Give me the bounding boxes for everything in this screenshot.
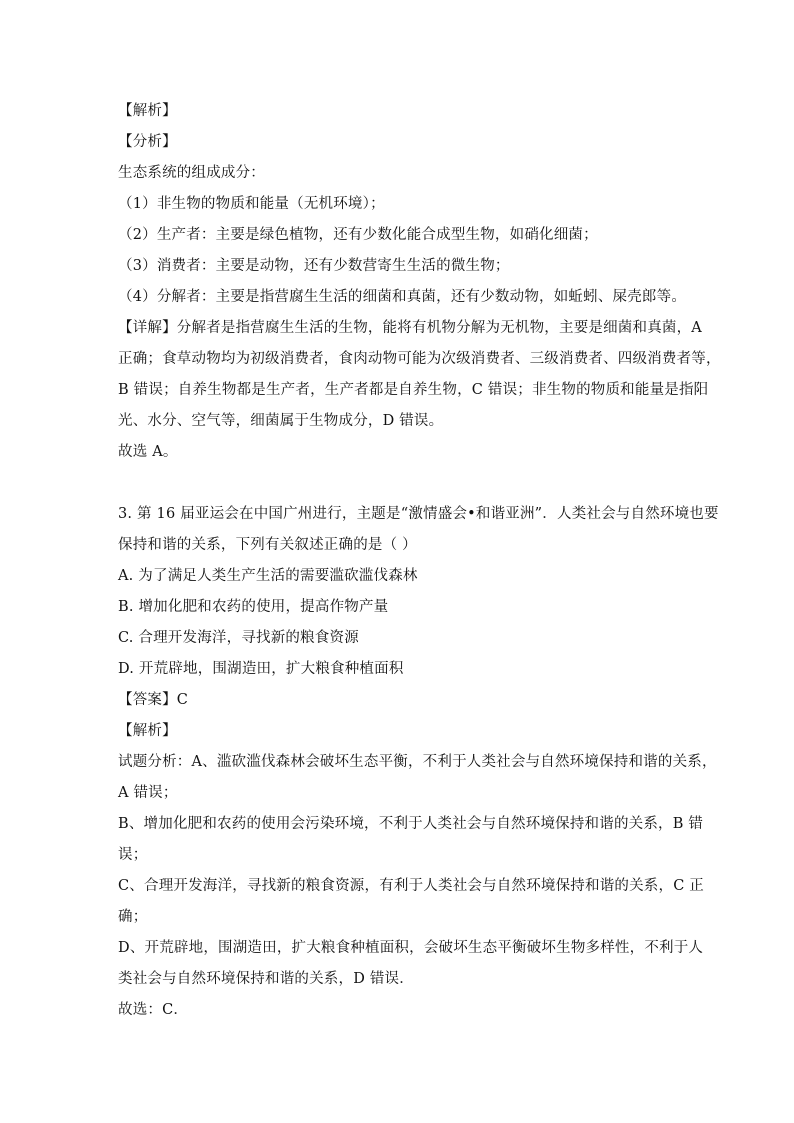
component-item: （4）分解者：主要是指营腐生生活的细菌和真菌，还有少数动物，如蚯蚓、屎壳郎等。 bbox=[118, 289, 687, 305]
analysis-line: B、增加化肥和农药的使用会污染环境，不利于人类社会与自然环境保持和谐的关系，B 错 bbox=[118, 816, 704, 832]
section-gap bbox=[118, 468, 678, 499]
analysis-line: 确； bbox=[118, 909, 148, 925]
answer-line: 【答案】C bbox=[118, 692, 189, 708]
detail-line: 光、水分、空气等，细菌属于生物成分，D 错误。 bbox=[118, 413, 444, 429]
analysis-line: 类社会与自然环境保持和谐的关系，D 错误． bbox=[118, 971, 414, 987]
analysis-line: C、合理开发海洋，寻找新的粮食资源，有利于人类社会与自然环境保持和谐的关系，C 正 bbox=[118, 878, 704, 894]
document-body bbox=[118, 96, 721, 1026]
conclusion-2: 故选：C． bbox=[118, 1002, 189, 1018]
jiexi-heading-1: 【解析】 bbox=[118, 103, 177, 119]
component-item: （2）生产者：主要是绿色植物，还有少数化能合成型生物，如硝化细菌； bbox=[118, 227, 598, 243]
option-c: C. 合理开发海洋，寻找新的粮食资源 bbox=[118, 630, 359, 646]
option-a: A. 为了满足人类生产生活的需要滥砍滥伐森林 bbox=[118, 568, 418, 584]
detail-line: 【详解】分解者是指营腐生生活的生物，能将有机物分解为无机物，主要是细菌和真菌，A bbox=[118, 320, 702, 336]
detail-line: 正确；食草动物均为初级消费者，食肉动物可能为次级消费者、三级消费者、四级消费者等， bbox=[118, 351, 721, 367]
analysis-line: D、开荒辟地，围湖造田，扩大粮食种植面积，会破坏生态平衡破坏生物多样性，不利于人 bbox=[118, 940, 704, 956]
option-d: D. 开荒辟地，围湖造田，扩大粮食种植面积 bbox=[118, 661, 404, 677]
fenxi-heading: 【分析】 bbox=[118, 134, 177, 150]
analysis-line: 误； bbox=[118, 847, 148, 863]
component-item: （1）非生物的物质和能量（无机环境）； bbox=[118, 196, 385, 212]
component-item: （3）消费者：主要是动物，还有少数营寄生生活的微生物； bbox=[118, 258, 510, 274]
analysis-intro: 生态系统的组成成分： bbox=[118, 165, 265, 181]
option-b: B. 增加化肥和农药的使用，提高作物产量 bbox=[118, 599, 389, 615]
question-3-stem: 保持和谐的关系，下列有关叙述正确的是（ ） bbox=[118, 537, 417, 553]
analysis-line: A 错误； bbox=[118, 785, 178, 801]
question-3-stem: 3. 第 16 届亚运会在中国广州进行，主题是“激情盛会•和谐亚洲”．人类社会与自然环境也要 bbox=[118, 506, 719, 522]
jiexi-heading-2: 【解析】 bbox=[118, 723, 177, 739]
analysis-line: 试题分析：A、滥砍滥伐森林会破坏生态平衡，不利于人类社会与自然环境保持和谐的关系， bbox=[118, 754, 717, 770]
conclusion-1: 故选 A。 bbox=[118, 444, 178, 460]
detail-line: B 错误；自养生物都是生产者，生产者都是自养生物，C 错误；非生物的物质和能量是指阳 bbox=[118, 382, 709, 398]
